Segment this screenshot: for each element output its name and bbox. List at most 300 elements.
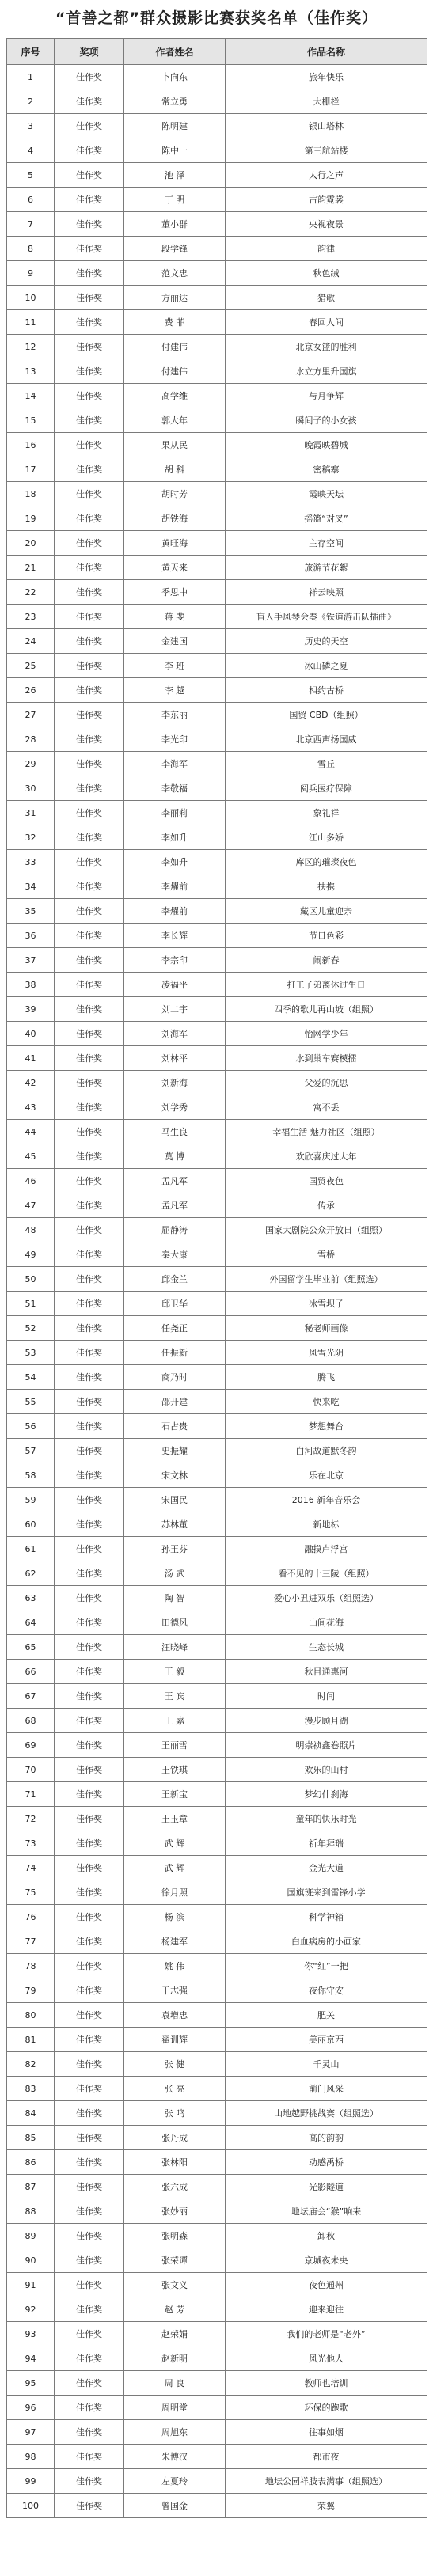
cell-number: 47 [7,1193,55,1218]
cell-work: 夜色通州 [226,2273,427,2297]
cell-author: 周明堂 [124,2396,226,2420]
cell-author: 汪晓峰 [124,1635,226,1660]
cell-award: 佳作奖 [55,1586,124,1610]
cell-number: 87 [7,2175,55,2199]
table-row [7,629,427,654]
table-row [7,1439,427,1463]
cell-award: 佳作奖 [55,727,124,752]
cell-work: 打工子弟离休过生日 [226,973,427,997]
cell-number: 22 [7,580,55,605]
cell-number: 29 [7,752,55,776]
cell-number: 14 [7,384,55,408]
table-row [7,1905,427,1929]
cell-number: 76 [7,1905,55,1929]
cell-author: 凌福平 [124,973,226,997]
cell-number: 39 [7,997,55,1022]
cell-number: 54 [7,1365,55,1390]
cell-author: 田德风 [124,1610,226,1635]
cell-award: 佳作奖 [55,433,124,457]
cell-author: 李东丽 [124,703,226,727]
cell-author: 季思中 [124,580,226,605]
cell-author: 周旭东 [124,2420,226,2445]
table-row [7,997,427,1022]
cell-number: 85 [7,2126,55,2150]
cell-number: 46 [7,1169,55,1193]
cell-author: 杨 滨 [124,1905,226,1929]
cell-number: 63 [7,1586,55,1610]
cell-author: 周 良 [124,2371,226,2396]
cell-work: 摇篮“对叉” [226,506,427,531]
cell-author: 武 辉 [124,1831,226,1856]
table-row [7,1242,427,1267]
cell-award: 佳作奖 [55,2420,124,2445]
cell-number: 79 [7,1978,55,2003]
cell-work: 霞映天坛 [226,482,427,506]
cell-number: 78 [7,1954,55,1978]
cell-author: 李长辉 [124,924,226,948]
cell-author: 赵新明 [124,2346,226,2371]
table-row [7,138,427,163]
cell-author: 张明森 [124,2224,226,2248]
cell-number: 65 [7,1635,55,1660]
cell-author: 张六成 [124,2175,226,2199]
cell-author: 常立勇 [124,89,226,114]
cell-number: 82 [7,2052,55,2077]
cell-award: 佳作奖 [55,1635,124,1660]
cell-award: 佳作奖 [55,1365,124,1390]
cell-work: 梦想舞台 [226,1414,427,1439]
cell-award: 佳作奖 [55,1144,124,1169]
cell-number: 34 [7,874,55,899]
cell-work: 祥云映照 [226,580,427,605]
cell-work: 新地标 [226,1512,427,1537]
cell-number: 56 [7,1414,55,1439]
cell-work: 高的韵韵 [226,2126,427,2150]
cell-award: 佳作奖 [55,310,124,335]
cell-work: 雪丘 [226,752,427,776]
table-row [7,654,427,678]
cell-work: 白血病房的小画家 [226,1929,427,1954]
table-row [7,1929,427,1954]
cell-author: 卜向东 [124,65,226,89]
cell-author: 商乃时 [124,1365,226,1390]
cell-award: 佳作奖 [55,1831,124,1856]
cell-number: 9 [7,261,55,286]
cell-award: 佳作奖 [55,899,124,924]
cell-author: 姚 伟 [124,1954,226,1978]
column-header-author: 作者姓名 [124,39,226,65]
cell-author: 胡铁海 [124,506,226,531]
cell-award: 佳作奖 [55,997,124,1022]
cell-work: 冰雪坝子 [226,1292,427,1316]
table-row [7,1120,427,1144]
cell-award: 佳作奖 [55,1439,124,1463]
cell-award: 佳作奖 [55,384,124,408]
cell-author: 张文义 [124,2273,226,2297]
cell-author: 袁增忠 [124,2003,226,2028]
cell-work: 2016 新年音乐会 [226,1488,427,1512]
winners-table [6,38,427,2518]
cell-author: 汤 武 [124,1561,226,1586]
cell-work: 外国留学生毕业前（组照选） [226,1267,427,1292]
cell-award: 佳作奖 [55,2469,124,2494]
table-body [7,65,427,2518]
table-row [7,1193,427,1218]
cell-number: 49 [7,1242,55,1267]
cell-award: 佳作奖 [55,188,124,212]
cell-author: 于志强 [124,1978,226,2003]
cell-work: 央视夜景 [226,212,427,237]
cell-work: 地坛公园祥肢表满事（组照选） [226,2469,427,2494]
cell-award: 佳作奖 [55,703,124,727]
cell-number: 94 [7,2346,55,2371]
cell-author: 李海军 [124,752,226,776]
cell-work: 国贸 CBD（组照） [226,703,427,727]
cell-author: 蒋 斐 [124,605,226,629]
cell-award: 佳作奖 [55,138,124,163]
cell-author: 孙王芬 [124,1537,226,1561]
cell-author: 张 鸣 [124,2101,226,2126]
table-row [7,1169,427,1193]
cell-work: 白河故道默冬韵 [226,1439,427,1463]
table-row [7,801,427,825]
cell-author: 池 泽 [124,163,226,188]
cell-author: 黄天来 [124,556,226,580]
cell-number: 83 [7,2077,55,2101]
cell-author: 刘林平 [124,1046,226,1071]
cell-work: 冰山磷之夏 [226,654,427,678]
cell-work: 风光他人 [226,2346,427,2371]
cell-number: 19 [7,506,55,531]
cell-work: 金光大道 [226,1856,427,1880]
cell-work: 风雪光阴 [226,1341,427,1365]
cell-work: 水立方里升国旗 [226,359,427,384]
cell-award: 佳作奖 [55,629,124,654]
table-row [7,703,427,727]
cell-work: 幸福生活 魅力社区（组照） [226,1120,427,1144]
cell-award: 佳作奖 [55,1341,124,1365]
cell-award: 佳作奖 [55,1660,124,1684]
cell-number: 26 [7,678,55,703]
cell-work: 晚霞映碧城 [226,433,427,457]
cell-award: 佳作奖 [55,1733,124,1758]
cell-work: 水到巢车赛模擂 [226,1046,427,1071]
cell-author: 丁 明 [124,188,226,212]
table-row [7,2126,427,2150]
cell-number: 25 [7,654,55,678]
table-row [7,2371,427,2396]
cell-number: 35 [7,899,55,924]
cell-award: 佳作奖 [55,482,124,506]
cell-work: 雪桥 [226,1242,427,1267]
cell-award: 佳作奖 [55,1046,124,1071]
table-row [7,678,427,703]
table-row [7,65,427,89]
column-header-award: 奖项 [55,39,124,65]
table-row [7,2469,427,2494]
cell-work: 京城夜未央 [226,2248,427,2273]
cell-work: 父爱的沉思 [226,1071,427,1095]
table-row [7,1635,427,1660]
table-row [7,752,427,776]
table-row [7,1586,427,1610]
cell-award: 佳作奖 [55,973,124,997]
cell-number: 74 [7,1856,55,1880]
cell-work: 光影隧道 [226,2175,427,2199]
table-row [7,2420,427,2445]
cell-award: 佳作奖 [55,1390,124,1414]
table-row [7,359,427,384]
cell-work: 山地越野挑战赛（组照选） [226,2101,427,2126]
cell-author: 李敬福 [124,776,226,801]
table-row [7,408,427,433]
cell-award: 佳作奖 [55,89,124,114]
cell-work: 美丽京西 [226,2028,427,2052]
column-header-work: 作品名称 [226,39,427,65]
cell-author: 郭大年 [124,408,226,433]
cell-number: 33 [7,850,55,874]
cell-number: 11 [7,310,55,335]
cell-award: 佳作奖 [55,1242,124,1267]
cell-author: 屈静涛 [124,1218,226,1242]
table-row [7,1488,427,1512]
cell-award: 佳作奖 [55,1095,124,1120]
cell-author: 王玉章 [124,1807,226,1831]
cell-work: 江山多娇 [226,825,427,850]
cell-number: 84 [7,2101,55,2126]
table-row [7,2077,427,2101]
cell-work: 闹新春 [226,948,427,973]
table-row [7,286,427,310]
cell-work: 往事如烟 [226,2420,427,2445]
cell-author: 王 嘉 [124,1709,226,1733]
cell-award: 佳作奖 [55,531,124,556]
cell-author: 史振耀 [124,1439,226,1463]
table-row [7,1831,427,1856]
cell-work: 韵律 [226,237,427,261]
table-row [7,2028,427,2052]
table-row [7,261,427,286]
table-row [7,1807,427,1831]
table-row [7,1316,427,1341]
cell-award: 佳作奖 [55,2494,124,2518]
cell-award: 佳作奖 [55,2028,124,2052]
cell-author: 赵 芳 [124,2297,226,2322]
cell-author: 李丽莉 [124,801,226,825]
table-row [7,89,427,114]
cell-number: 95 [7,2371,55,2396]
cell-author: 高学维 [124,384,226,408]
cell-author: 张荣谭 [124,2248,226,2273]
cell-author: 王铁琪 [124,1758,226,1782]
cell-award: 佳作奖 [55,1512,124,1537]
cell-award: 佳作奖 [55,65,124,89]
cell-number: 48 [7,1218,55,1242]
cell-number: 15 [7,408,55,433]
cell-work: 猎歌 [226,286,427,310]
cell-work: 动感禹桥 [226,2150,427,2175]
cell-award: 佳作奖 [55,2371,124,2396]
cell-work: 千灵山 [226,2052,427,2077]
cell-work: 古韵霓裳 [226,188,427,212]
table-row [7,973,427,997]
cell-award: 佳作奖 [55,1905,124,1929]
cell-award: 佳作奖 [55,457,124,482]
cell-work: 扶携 [226,874,427,899]
cell-work: 秘老师画像 [226,1316,427,1341]
cell-work: 都市夜 [226,2445,427,2469]
cell-number: 16 [7,433,55,457]
table-row [7,727,427,752]
cell-author: 张 健 [124,2052,226,2077]
cell-number: 59 [7,1488,55,1512]
cell-work: 环保的跑歌 [226,2396,427,2420]
table-row [7,2224,427,2248]
cell-number: 43 [7,1095,55,1120]
cell-author: 刘新海 [124,1071,226,1095]
cell-author: 张林阳 [124,2150,226,2175]
table-row [7,2101,427,2126]
table-row [7,924,427,948]
cell-work: 秋目通惠河 [226,1660,427,1684]
table-row [7,948,427,973]
cell-work: 密稿寨 [226,457,427,482]
cell-work: 四季的歌儿再山坡（组照） [226,997,427,1022]
cell-number: 92 [7,2297,55,2322]
cell-award: 佳作奖 [55,850,124,874]
cell-author: 胡 科 [124,457,226,482]
cell-number: 37 [7,948,55,973]
cell-author: 李 越 [124,678,226,703]
cell-award: 佳作奖 [55,1488,124,1512]
cell-work: 寓不丢 [226,1095,427,1120]
cell-author: 任尧正 [124,1316,226,1341]
cell-author: 邵开建 [124,1390,226,1414]
cell-author: 宋国民 [124,1488,226,1512]
cell-work: 梦幻什刹海 [226,1782,427,1807]
cell-number: 41 [7,1046,55,1071]
cell-work: 欢乐的山村 [226,1758,427,1782]
cell-work: 地坛庙会“猴”响来 [226,2199,427,2224]
table-row [7,1537,427,1561]
table-row [7,1512,427,1537]
table-row [7,2003,427,2028]
table-row [7,2346,427,2371]
cell-work: 荣翼 [226,2494,427,2518]
cell-work: 春回人间 [226,310,427,335]
cell-work: 象礼祥 [226,801,427,825]
cell-author: 左夏玲 [124,2469,226,2494]
cell-number: 93 [7,2322,55,2346]
cell-number: 45 [7,1144,55,1169]
cell-award: 佳作奖 [55,2052,124,2077]
table-row [7,1267,427,1292]
table-row [7,2175,427,2199]
cell-author: 宋文林 [124,1463,226,1488]
cell-number: 51 [7,1292,55,1316]
cell-work: 北京西声扬国威 [226,727,427,752]
cell-author: 秦大康 [124,1242,226,1267]
cell-award: 佳作奖 [55,2224,124,2248]
cell-author: 孟凡军 [124,1193,226,1218]
cell-number: 100 [7,2494,55,2518]
table-row [7,335,427,359]
cell-number: 90 [7,2248,55,2273]
cell-number: 68 [7,1709,55,1733]
cell-number: 5 [7,163,55,188]
cell-author: 方丽达 [124,286,226,310]
cell-award: 佳作奖 [55,237,124,261]
cell-work: 腾飞 [226,1365,427,1390]
cell-work: 阅兵医疗保障 [226,776,427,801]
table-row [7,2445,427,2469]
cell-award: 佳作奖 [55,654,124,678]
table-row [7,874,427,899]
cell-number: 88 [7,2199,55,2224]
cell-number: 60 [7,1512,55,1537]
cell-author: 果从民 [124,433,226,457]
cell-author: 孟凡军 [124,1169,226,1193]
cell-award: 佳作奖 [55,359,124,384]
cell-work: 太行之声 [226,163,427,188]
cell-number: 7 [7,212,55,237]
cell-author: 任振新 [124,1341,226,1365]
cell-work: 北京女篮的胜利 [226,335,427,359]
cell-number: 24 [7,629,55,654]
cell-number: 53 [7,1341,55,1365]
cell-work: 看不见的十三陵（组照） [226,1561,427,1586]
table-row [7,457,427,482]
table-row [7,2150,427,2175]
table-row [7,384,427,408]
cell-author: 刘二宇 [124,997,226,1022]
cell-work: 与月争辉 [226,384,427,408]
cell-number: 66 [7,1660,55,1684]
cell-award: 佳作奖 [55,1120,124,1144]
cell-number: 86 [7,2150,55,2175]
cell-award: 佳作奖 [55,2346,124,2371]
cell-number: 42 [7,1071,55,1095]
cell-author: 徐月照 [124,1880,226,1905]
table-row [7,482,427,506]
cell-number: 1 [7,65,55,89]
cell-award: 佳作奖 [55,261,124,286]
table-row [7,1144,427,1169]
table-row [7,1880,427,1905]
cell-author: 王新宝 [124,1782,226,1807]
cell-number: 61 [7,1537,55,1561]
cell-author: 邱卫华 [124,1292,226,1316]
cell-award: 佳作奖 [55,825,124,850]
cell-work: 怡网学少年 [226,1022,427,1046]
table-row [7,776,427,801]
cell-award: 佳作奖 [55,1807,124,1831]
cell-number: 2 [7,89,55,114]
cell-number: 91 [7,2273,55,2297]
cell-work: 国贸夜色 [226,1169,427,1193]
cell-number: 62 [7,1561,55,1586]
cell-number: 58 [7,1463,55,1488]
cell-award: 佳作奖 [55,776,124,801]
cell-author: 武 辉 [124,1856,226,1880]
cell-award: 佳作奖 [55,1880,124,1905]
cell-author: 苏林董 [124,1512,226,1537]
cell-award: 佳作奖 [55,2175,124,2199]
page-title: “首善之都”群众摄影比赛获奖名单（佳作奖） [55,9,378,27]
table-row [7,1978,427,2003]
cell-award: 佳作奖 [55,1169,124,1193]
table-row [7,825,427,850]
